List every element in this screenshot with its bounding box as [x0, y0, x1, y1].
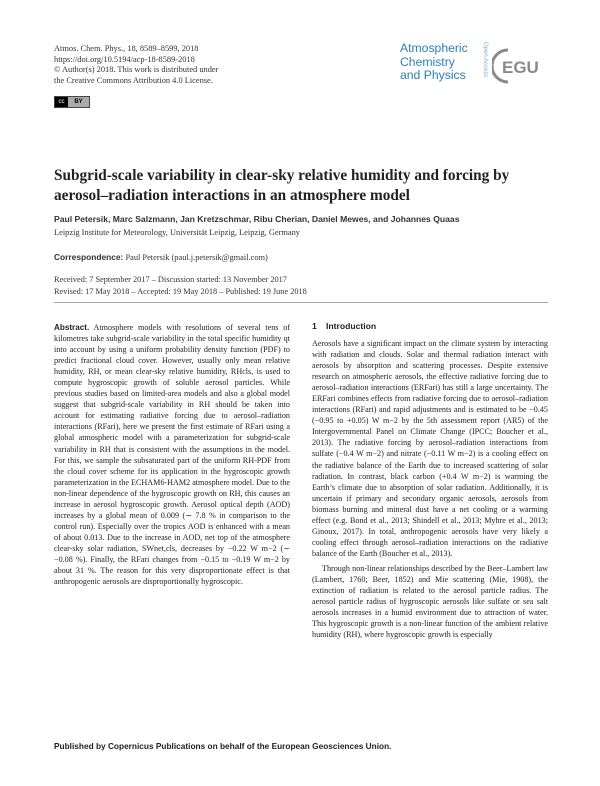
egu-logo-icon: [492, 44, 546, 88]
license-text: the Creative Commons Attribution 4.0 License.: [54, 75, 213, 85]
publisher-footer: Published by Copernicus Publications on behalf of the European Geosciences Union.: [54, 741, 392, 751]
copyright: © Author(s) 2018. This work is distributed under: [54, 65, 219, 75]
abstract-label: Abstract.: [54, 323, 90, 332]
svg-text:EGU: EGU: [502, 58, 539, 77]
correspondence: [54, 252, 268, 262]
intro-paragraph-2: Through non-linear relationships described by the Beer–Lambert law (Lambert, 1760; Beer, 1852) and Mie scattering (Mie, 1908), the extinction of radiation is related to the aerosol particle radius. The aerosol particle radius of hygroscopic aerosols like sulfate or sea salt aerosols increases in a humid environment due to attraction of water. This hygroscopic growth is a non-linear function of the ambient relative humidity (RH), where hygroscopic growth is especially: [312, 563, 548, 640]
cc-badge-left: cc: [55, 97, 68, 107]
journal-name: [400, 42, 480, 83]
section-number: 1: [312, 321, 317, 331]
author-list: Paul Petersik, Marc Salzmann, Jan Kretzschmar, Ribu Cherian, Daniel Mewes, and Johannes Quaas: [54, 214, 460, 224]
journal-line-3: and Physics: [400, 68, 466, 82]
paper-title: Subgrid-scale variability in clear-sky relative humidity and forcing by aerosol–radiation interactions in an atmosphere model: [54, 167, 510, 204]
section-heading-introduction: [312, 321, 376, 331]
dates-line-1: Received: 7 September 2017 – Discussion started: 13 November 2017: [54, 275, 287, 284]
affiliation: Leipzig Institute for Meteorology, Universität Leipzig, Leipzig, Germany: [54, 228, 300, 237]
cc-by-license-icon[interactable]: [54, 96, 90, 108]
dates-line-2: Revised: 17 May 2018 – Accepted: 19 May 2018 – Published: 19 June 2018: [54, 286, 307, 296]
doi-link[interactable]: https://doi.org/10.5194/acp-18-8589-2018: [54, 54, 195, 64]
abstract: [54, 322, 290, 587]
citation: Atmos. Chem. Phys., 18, 8589–8599, 2018: [54, 44, 199, 53]
header-divider: [54, 302, 548, 303]
cc-badge-right: BY: [68, 97, 89, 107]
article-metadata: [54, 44, 218, 86]
correspondence-text[interactable]: Paul Petersik (paul.j.petersik@gmail.com): [123, 253, 268, 262]
journal-line-2: Chemistry: [400, 54, 455, 69]
section-title: Introduction: [326, 321, 377, 331]
introduction-body: [312, 338, 548, 640]
abstract-text: Atmosphere models with resolutions of several tens of kilometres take subgrid-scale variability in the total specific humidity qt into account by using a uniform probability density function (PDF) to predict fractional cloud cover. However, usually only mean relative humidity, RH, or mean clear-sky relative humidity, RHcls, is used to compute hygroscopic growth of soluble aerosol particles. While previous studies based on limited-area models and also a global model suggest that subgrid-scale variability in RH should be taken into account for estimating radiative forcing due to aerosol–radiation interactions (RFari), here we present the first estimate of RFari using a global atmospheric model with a parameterization for subgrid-scale variability in RH that is consistent with the assumptions in the model. For this, we sample the subsaturated part of the uniform RH-PDF from the cloud cover scheme for its application in the hygroscopic growth parameterization in the ECHAM6-HAM2 atmosphere model. Due to the non-linear dependence of the hygroscopic growth on RH, this causes an increase in aerosol hygroscopic growth. Aerosol optical depth (AOD) increases by a global mean of 0.009 (∼ 7.8 % in comparison to the control run). Especially over the tropics AOD is enhanced with a mean of about 0.013. Due to the increase in AOD, net top of the atmosphere clear-sky solar radiation, SWnet,cls, decreases by −0.22 W m−2 (∼ −0.08 %). Finally, the RFari changes from −0.15 to −0.19 W m−2 by about 31 %. The reason for this very disproportionate effect is that anthropogenic aerosols are disproportionally hygroscopic.: [54, 323, 290, 587]
journal-line-1: Atmospheric: [400, 41, 468, 55]
correspondence-label: Correspondence:: [54, 252, 124, 262]
intro-paragraph-1: Aerosols have a significant impact on the climate system by interacting with radiation and clouds. Solar and thermal radiation interact with aerosols by absorption and scattering processes. Despite extensive research on atmospheric aerosols, the effective radiative forcing due to aerosol–radiation interactions (ERFari) has still a large uncertainty. The ERFari combines effects from radiative forcing due to aerosol–radiation interactions (RFari) and rapid adjustments and is estimated to be −0.45 (−0.95 to +0.05) W m−2 by the 5th assessment report (AR5) of the Intergovernmental Panel on Climate Change (IPCC; Boucher et al., 2013). The radiative forcing by aerosol–radiation interactions from sulfate (−0.4 W m−2) and nitrate (−0.11 W m−2) is a cooling effect on the radiative balance of the Earth due to increased scattering of solar radiation. In contrast, black carbon (+0.4 W m−2) is warming the Earth’s climate due to absorption of solar radiation. Additionally, it is uncertain if primary and secondary organic aerosols, aerosols from biomass burning and mineral dust have a net cooling or a warming effect (e.g. Bond et al., 2013; Shindell et al., 2013; Myhre et al., 2013; Ginoux, 2017). In total, anthropogenic aerosols have very likely a cooling effect through aerosol–radiation interactions on the radiative balance of the Earth (Boucher et al., 2013).: [312, 339, 548, 558]
publication-dates: [54, 274, 307, 297]
open-access-label: Open Access: [482, 42, 488, 78]
